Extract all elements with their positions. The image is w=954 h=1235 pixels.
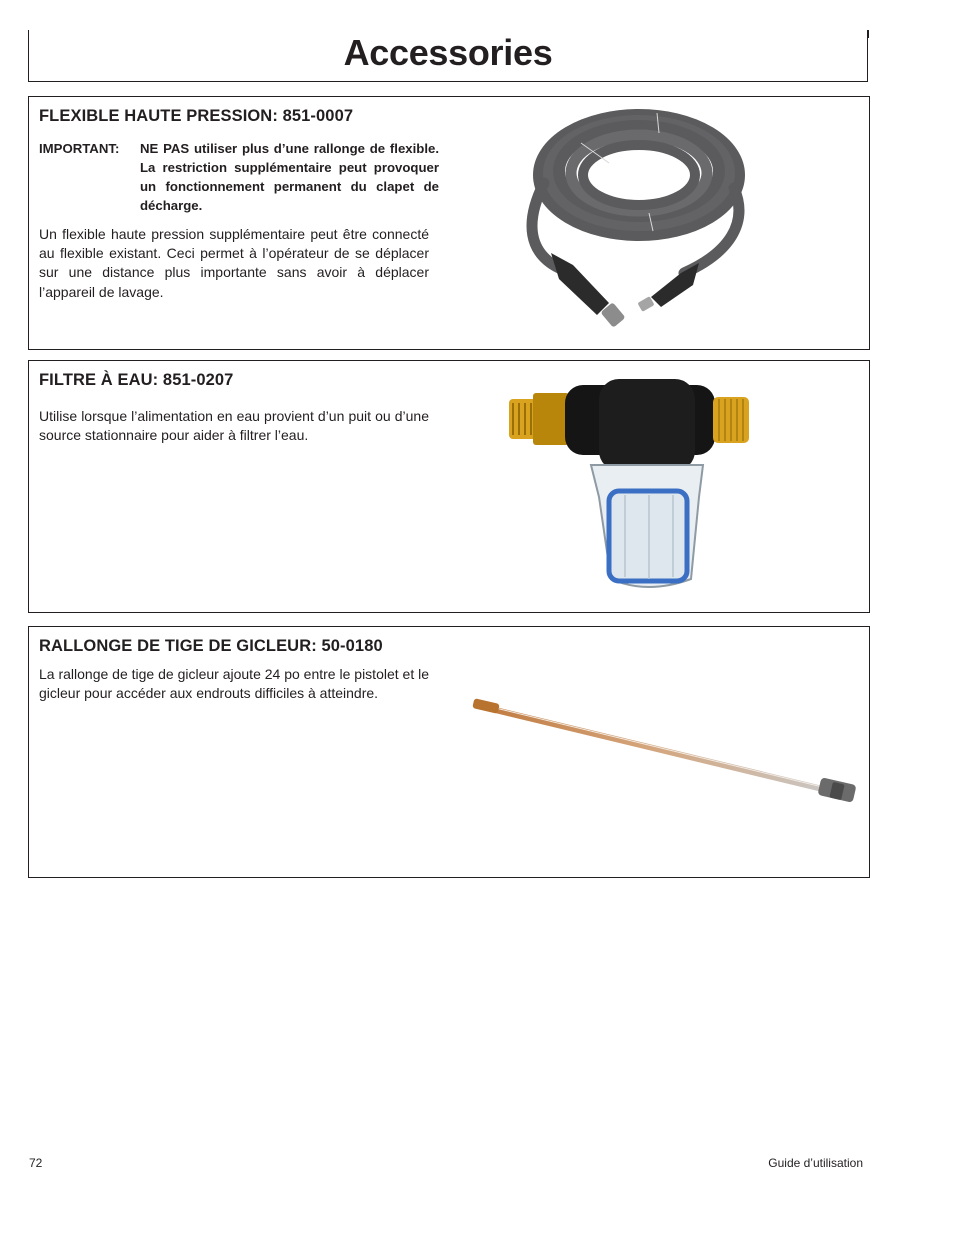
important-text: NE PAS utiliser plus d’une rallonge de flexible. La restriction supplémentaire peut provoquer un fonctionnement permanent du clapet de décharge. (140, 141, 439, 213)
section-body: La rallonge de tige de gicleur ajoute 24 po entre le pistolet et le gicleur pour accéder aux endrouts difficiles à atteindre. (39, 666, 429, 702)
water-filter-icon (507, 379, 755, 597)
title-box (28, 30, 868, 82)
footer-label: Guide d’utilisation (768, 1156, 863, 1170)
title-box-right-tick (867, 30, 869, 38)
page-number: 72 (29, 1156, 43, 1170)
section-body: Un flexible haute pression supplémentaire peut être connecté au flexible existant. Ceci permet à l’opérateur de se déplacer sur une distance plus importante sans avoir à déplacer l’appareil de lavage. (39, 226, 429, 300)
section-heading: FLEXIBLE HAUTE PRESSION: 851-0007 (39, 107, 354, 125)
nozzle-extension-wand-icon (469, 693, 859, 813)
section-heading: FILTRE À EAU: 851-0207 (39, 371, 234, 389)
page-title: Accessories (343, 32, 553, 73)
coiled-hose-icon (509, 103, 749, 341)
section-nozzle-extension (28, 626, 870, 878)
important-label: IMPORTANT: (39, 141, 120, 156)
section-hose (28, 96, 870, 350)
section-body: Utilise lorsque l’alimentation en eau provient d’un puit ou d’une source stationnaire pour aider à filtrer l’eau. (39, 408, 429, 444)
section-water-filter (28, 360, 870, 613)
section-heading: RALLONGE DE TIGE DE GICLEUR: 50-0180 (39, 637, 383, 655)
